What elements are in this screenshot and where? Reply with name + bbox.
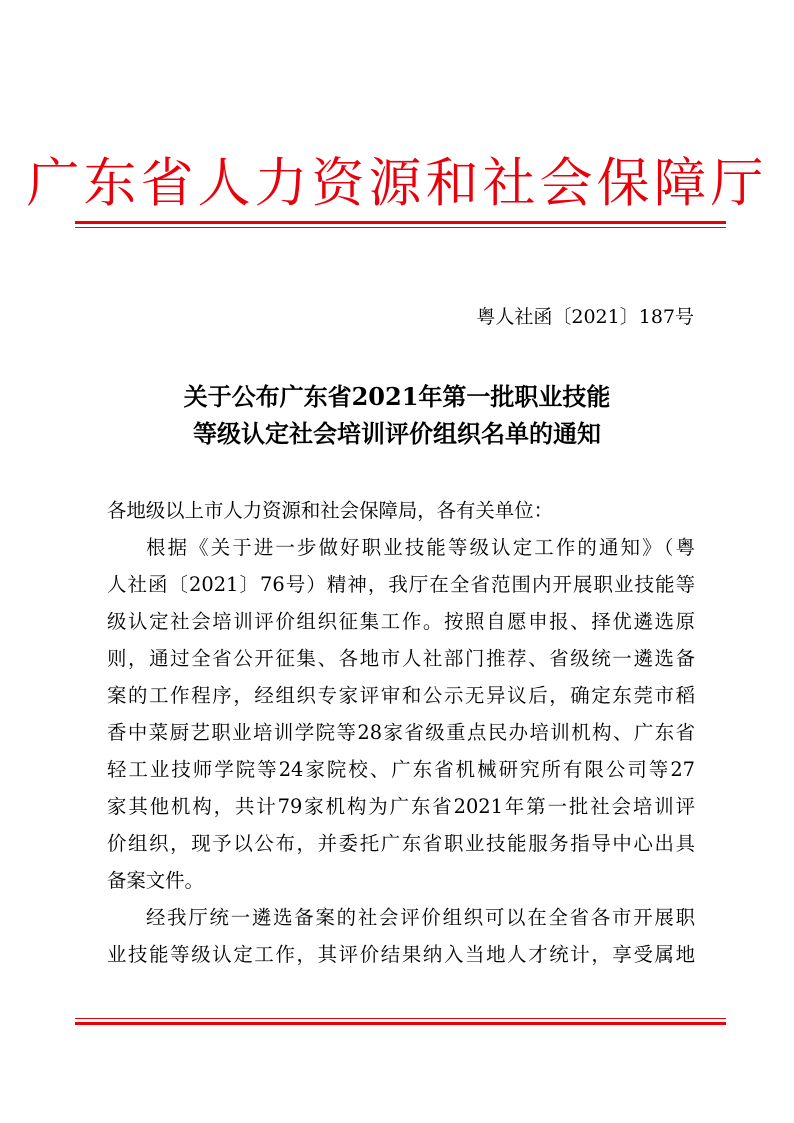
body-line: 案的工作程序，经组织专家评审和公示无异议后，确定东莞市稻	[107, 684, 695, 707]
body-line: 人社函〔2021〕76号）精神，我厅在全省范围内开展职业技能等	[107, 573, 695, 596]
footer-divider-thin	[75, 1018, 726, 1019]
header-divider-thin	[75, 227, 726, 228]
document-body	[107, 492, 695, 973]
title-line: 关于公布广东省2021年第一批职业技能	[183, 382, 611, 411]
body-line: 备案文件。	[107, 869, 204, 892]
header-divider-thick	[75, 221, 726, 224]
body-line: 轻工业技师学院等24家院校、广东省机械研究所有限公司等27	[107, 758, 695, 781]
body-line: 业技能等级认定工作，其评价结果纳入当地人才统计，享受属地	[107, 943, 695, 966]
footer-divider-thick	[75, 1022, 726, 1025]
agency-masthead: 广东省人力资源和社会保障厅	[26, 153, 768, 214]
body-line: 价组织，现予以公布，并委托广东省职业技能服务指导中心出具	[107, 832, 695, 855]
body-line: 级认定社会培训评价组织征集工作。按照自愿申报、择优遴选原	[107, 610, 695, 633]
title-line: 等级认定社会培训评价组织名单的通知	[193, 419, 601, 448]
document-title	[0, 378, 794, 452]
body-line: 根据《关于进一步做好职业技能等级认定工作的通知》（粤	[146, 536, 695, 559]
body-line: 经我厅统一遴选备案的社会评价组织可以在全省各市开展职	[146, 906, 695, 929]
body-line: 香中菜厨艺职业培训学院等28家省级重点民办培训机构、广东省	[107, 721, 695, 744]
body-line: 家其他机构，共计79家机构为广东省2021年第一批社会培训评	[107, 795, 695, 818]
salutation: 各地级以上市人力资源和社会保障局，各有关单位：	[107, 499, 553, 522]
body-line: 则，通过全省公开征集、各地市人社部门推荐、省级统一遴选备	[107, 647, 695, 670]
document-number: 粤人社函〔2021〕187号	[476, 306, 694, 328]
